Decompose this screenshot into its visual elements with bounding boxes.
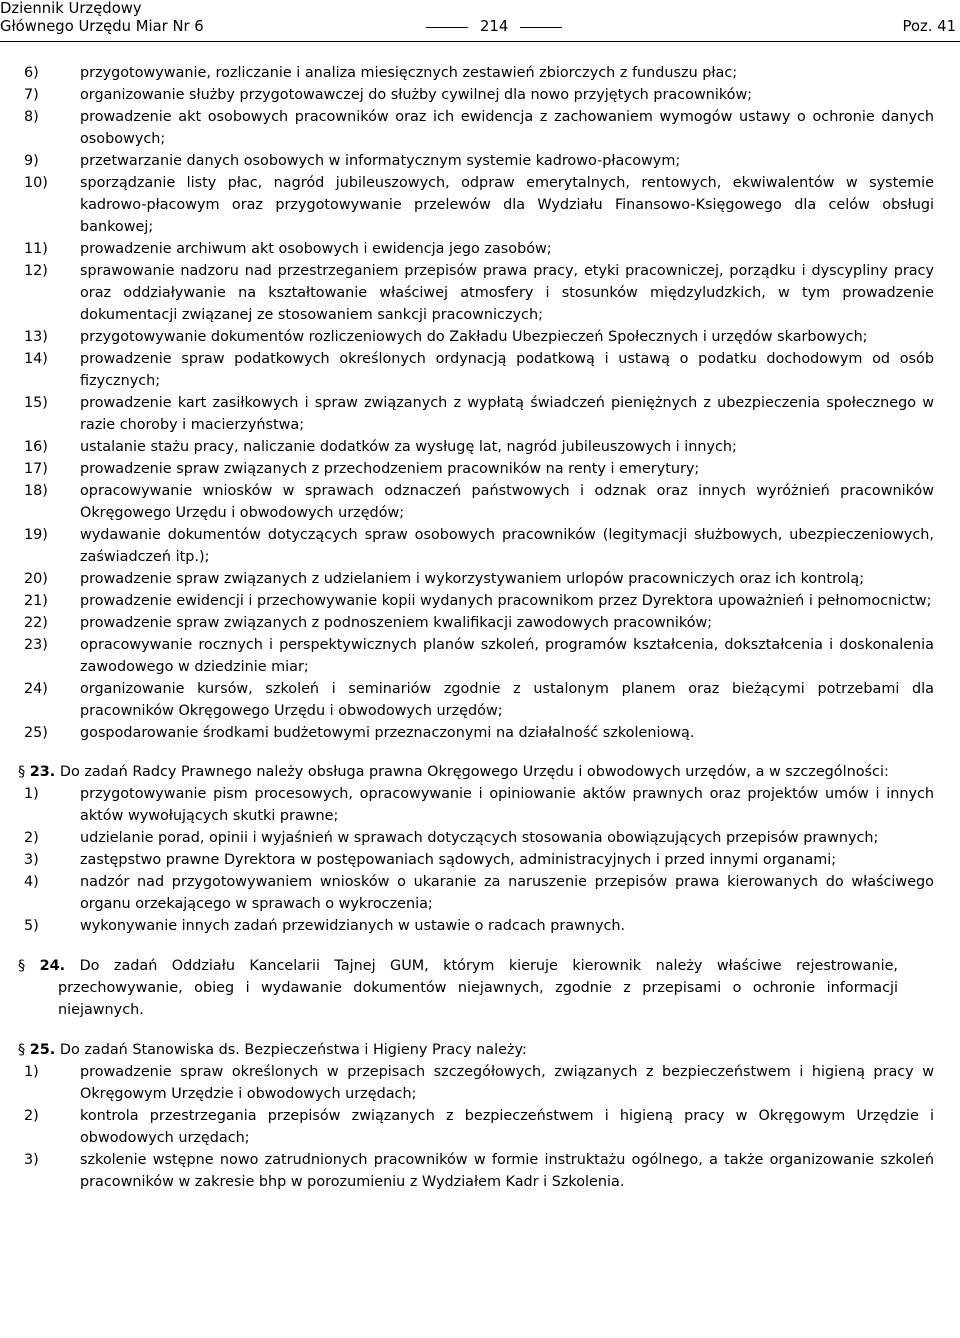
- list-item: [0, 458, 960, 480]
- page-header: [0, 0, 960, 46]
- list-item-text: opracowywanie rocznych i perspektywicznych planów szkoleń, programów kształcenia, dokształcenia i doskonalenia zawodowego w dziedzinie miar;: [80, 637, 934, 675]
- list-item-text: przygotowywanie pism procesowych, opracowywanie i opiniowanie aktów prawnych oraz projektów umów i innych aktów wywołujących skutki prawne;: [80, 786, 934, 824]
- list-item-text: gospodarowanie środkami budżetowymi przeznaczonymi na działalność szkoleniową.: [80, 725, 695, 741]
- list-item: [0, 106, 960, 150]
- list-item-number: 10): [24, 175, 48, 191]
- list-item-text: szkolenie wstępne nowo zatrudnionych pracowników w formie instruktażu ogólnego, a także organizowanie szkoleń pracowników w zakresie bhp w porozumieniu z Wydziałem Kadr i Szkolenia.: [80, 1152, 934, 1190]
- list-item-number: 7): [24, 87, 39, 103]
- section-intro-text: Do zadań Radcy Prawnego należy obsługa prawna Okręgowego Urzędu i obwodowych urzędów, a w szczególności:: [59, 764, 889, 780]
- list-item: [0, 678, 960, 722]
- list-item-text: sporządzanie listy płac, nagród jubileuszowych, odpraw emerytalnych, rentowych, ekwiwalentów w systemie kadrowo-płacowym oraz przygotowywanie przelewów dla Wydziału Finansowo-Księgowego dla celów obsługi bankowej;: [80, 175, 934, 235]
- position-number: Poz. 41: [902, 18, 956, 35]
- list-item: [0, 827, 960, 849]
- list-item-number: 4): [24, 874, 39, 890]
- list-item-text: prowadzenie kart zasiłkowych i spraw związanych z wypłatą świadczeń pieniężnych z ubezpieczenia społecznego w razie choroby i macierzyństwa;: [80, 395, 934, 433]
- list-item: [0, 326, 960, 348]
- list-item-number: 8): [24, 109, 39, 125]
- list-item-text: wykonywanie innych zadań przewidzianych w ustawie o radcach prawnych.: [80, 918, 626, 934]
- list-item-text: przetwarzanie danych osobowych w informatycznym systemie kadrowo-płacowym;: [80, 153, 681, 169]
- section-25-intro: [0, 1039, 898, 1061]
- list-item: [0, 590, 960, 612]
- list-item-number: 14): [24, 351, 48, 367]
- section-25-list: [0, 1061, 960, 1193]
- list-item-number: 23): [24, 637, 48, 653]
- section-24: [0, 955, 960, 1021]
- list-item-text: prowadzenie ewidencji i przechowywanie kopii wydanych pracownikom przez Dyrektora upoważnień i pełnomocnictw;: [80, 593, 932, 609]
- list-item-text: udzielanie porad, opinii i wyjaśnień w sprawach dotyczących stosowania obowiązujących przepisów prawnych;: [80, 830, 879, 846]
- list-item: [0, 84, 960, 106]
- list-item: [0, 1149, 960, 1193]
- list-item-number: 25): [24, 725, 48, 741]
- list-item: [0, 722, 960, 744]
- list-item: [0, 612, 960, 634]
- list-item: [0, 783, 960, 827]
- list-item: [0, 1105, 960, 1149]
- list-item: [0, 260, 960, 326]
- section-intro-text: Do zadań Oddziału Kancelarii Tajnej GUM, którym kieruje kierownik należy właściwe rejestrowanie, przechowywanie, obieg i wydawanie dokumentów niejawnych, zgodnie z przepisami o ochronie informacji niejawnych.: [58, 958, 898, 1018]
- tasks-list-continued: [0, 62, 960, 744]
- list-item-text: prowadzenie spraw podatkowych określonych ordynacją podatkową i ustawą o podatku dochodowym od osób fizycznych;: [80, 351, 934, 389]
- list-item-number: 1): [24, 786, 39, 802]
- dash-left: [426, 27, 468, 28]
- list-item: [0, 392, 960, 436]
- list-item: [0, 62, 960, 84]
- list-item-number: 5): [24, 918, 39, 934]
- list-item: [0, 568, 960, 590]
- list-item-number: 20): [24, 571, 48, 587]
- list-item-number: 6): [24, 65, 39, 81]
- section-sign: §: [18, 1042, 26, 1058]
- section-sign: §: [18, 958, 26, 974]
- list-item-number: 21): [24, 593, 48, 609]
- list-item-number: 11): [24, 241, 48, 257]
- list-item: [0, 915, 960, 937]
- list-item: [0, 524, 960, 568]
- list-item-text: opracowywanie wniosków w sprawach odznaczeń państwowych i odznak oraz innych wyróżnień pracowników Okręgowego Urzędu i obwodowych urzędów;: [80, 483, 934, 521]
- list-item: [0, 1061, 960, 1105]
- section-23: [0, 761, 960, 937]
- journal-title-line2: Głównego Urzędu Miar Nr 6: [0, 18, 204, 35]
- section-24-intro: [0, 955, 898, 1021]
- document-body: [0, 62, 960, 1193]
- list-item-number: 3): [24, 1152, 39, 1168]
- list-item-text: zastępstwo prawne Dyrektora w postępowaniach sądowych, administracyjnych i przed innymi organami;: [80, 852, 837, 868]
- list-item-text: prowadzenie spraw związanych z przechodzeniem pracowników na renty i emerytury;: [80, 461, 700, 477]
- list-item-text: sprawowanie nadzoru nad przestrzeganiem przepisów prawa pracy, etyki pracowniczej, porządku i dyscypliny pracy oraz oddziaływanie na kształtowanie właściwej atmosfery i stosunków międzyludzkich, w tym prowadzenie dokumentacji związanej ze stosowaniem sankcji pracowniczych;: [80, 263, 934, 323]
- list-item: [0, 238, 960, 260]
- list-item: [0, 150, 960, 172]
- list-item-text: przygotowywanie, rozliczanie i analiza miesięcznych zestawień zbiorczych z funduszu płac;: [80, 65, 738, 81]
- list-item-number: 2): [24, 1108, 39, 1124]
- list-item-number: 12): [24, 263, 48, 279]
- list-item-text: organizowanie kursów, szkoleń i seminariów zgodnie z ustalonym planem oraz bieżącymi potrzebami dla pracowników Okręgowego Urzędu i obwodowych urzędów;: [80, 681, 934, 719]
- list-item: [0, 480, 960, 524]
- list-item-number: 17): [24, 461, 48, 477]
- list-item: [0, 436, 960, 458]
- page-number-text: 214: [480, 18, 509, 35]
- list-item-text: organizowanie służby przygotowawczej do służby cywilnej dla nowo przyjętych pracowników;: [80, 87, 753, 103]
- section-number: 24.: [39, 958, 66, 974]
- list-item-text: prowadzenie spraw związanych z udzielaniem i wykorzystywaniem urlopów pracowniczych oraz ich kontrolą;: [80, 571, 865, 587]
- list-item: [0, 871, 960, 915]
- list-item-number: 24): [24, 681, 48, 697]
- list-item-text: ustalanie stażu pracy, naliczanie dodatków za wysługę lat, nagród jubileuszowych i innych;: [80, 439, 737, 455]
- list-item-text: prowadzenie archiwum akt osobowych i ewidencja jego zasobów;: [80, 241, 552, 257]
- journal-title: [0, 0, 204, 36]
- section-intro-text: Do zadań Stanowiska ds. Bezpieczeństwa i Higieny Pracy należy:: [59, 1042, 527, 1058]
- page-number: [414, 18, 574, 36]
- list-item-number: 3): [24, 852, 39, 868]
- list-item-number: 19): [24, 527, 48, 543]
- list-item-text: prowadzenie spraw związanych z podnoszeniem kwalifikacji zawodowych pracowników;: [80, 615, 713, 631]
- list-item: [0, 849, 960, 871]
- list-item-number: 2): [24, 830, 39, 846]
- list-item-number: 15): [24, 395, 48, 411]
- dash-right: [520, 27, 562, 28]
- list-item-number: 1): [24, 1064, 39, 1080]
- list-item-text: nadzór nad przygotowywaniem wniosków o ukaranie za naruszenie przepisów prawa kierowanych do właściwego organu orzekającego w sprawach o wykroczenia;: [80, 874, 934, 912]
- list-item-number: 13): [24, 329, 48, 345]
- section-23-intro: [0, 761, 898, 783]
- list-item-text: wydawanie dokumentów dotyczących spraw osobowych pracowników (legitymacji służbowych, ubezpieczeniowych, zaświadczeń itp.);: [80, 527, 934, 565]
- list-item: [0, 172, 960, 238]
- list-item-text: prowadzenie akt osobowych pracowników oraz ich ewidencja z zachowaniem wymogów ustawy o ochronie danych osobowych;: [80, 109, 934, 147]
- list-item: [0, 348, 960, 392]
- list-item-number: 9): [24, 153, 39, 169]
- list-item-number: 16): [24, 439, 48, 455]
- section-25: [0, 1039, 960, 1193]
- section-sign: §: [18, 764, 26, 780]
- list-item-text: kontrola przestrzegania przepisów związanych z bezpieczeństwem i higieną pracy w Okręgowym Urzędzie i obwodowych urzędach;: [80, 1108, 934, 1146]
- list-item-number: 18): [24, 483, 48, 499]
- section-number: 23.: [29, 764, 56, 780]
- section-23-list: [0, 783, 960, 937]
- list-item-number: 22): [24, 615, 48, 631]
- journal-title-line1: Dziennik Urzędowy: [0, 0, 142, 17]
- list-item-text: prowadzenie spraw określonych w przepisach szczegółowych, związanych z bezpieczeństwem i higieną pracy w Okręgowym Urzędzie i obwodowych urzędach;: [80, 1064, 934, 1102]
- list-item-text: przygotowywanie dokumentów rozliczeniowych do Zakładu Ubezpieczeń Społecznych i urzędów skarbowych;: [80, 329, 868, 345]
- list-item: [0, 634, 960, 678]
- header-rule: [0, 41, 960, 42]
- section-number: 25.: [29, 1042, 56, 1058]
